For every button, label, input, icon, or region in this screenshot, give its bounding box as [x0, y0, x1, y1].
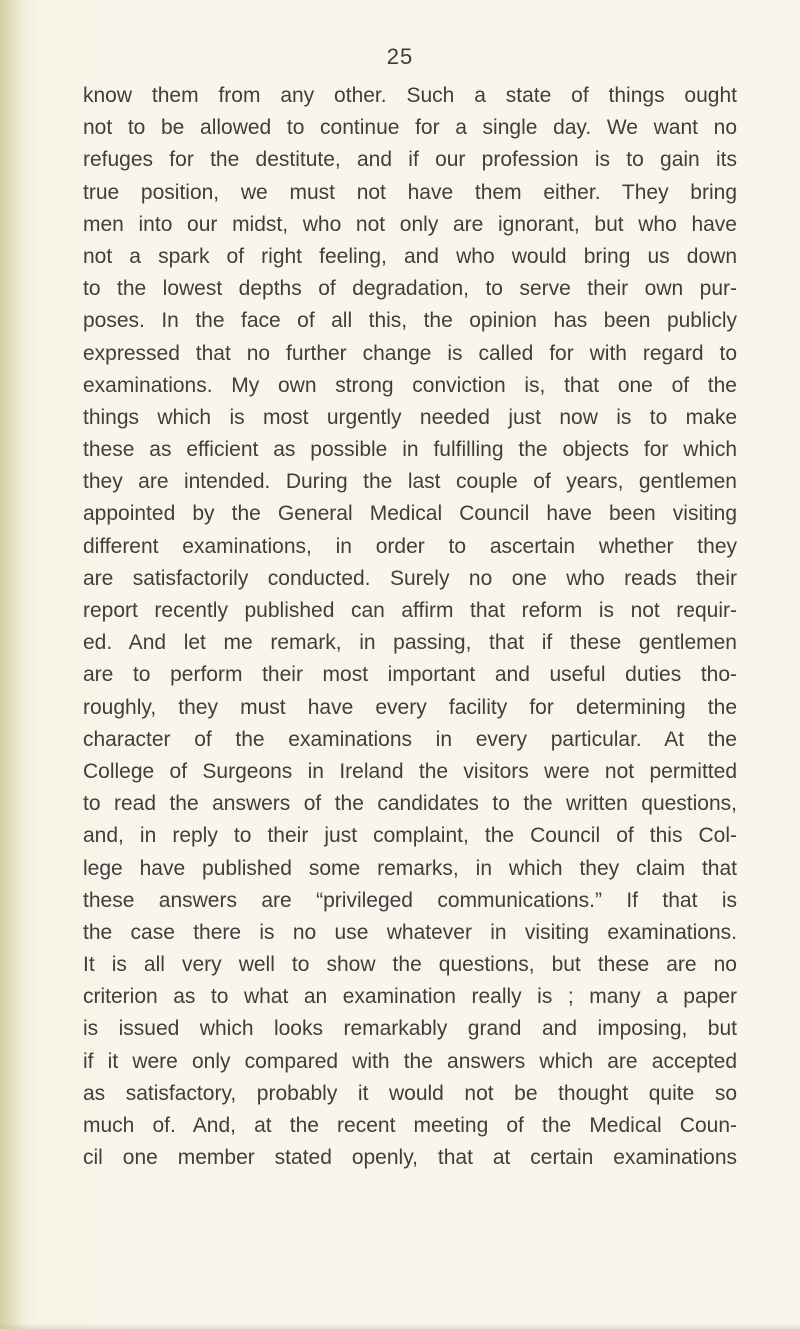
text-line: report recently published can affirm that reform is not requir- [83, 599, 737, 622]
text-line: are to perform their most important and useful duties tho- [83, 663, 737, 687]
text-line: refuges for the destitute, and if our profession is to gain its [83, 148, 737, 172]
text-line: criterion as to what an examination really is ; many a paper [83, 985, 737, 1009]
text-line: lege have published some remarks, in which they claim that [83, 856, 737, 880]
text-line: different examinations, in order to ascertain whether they [83, 534, 737, 558]
text-line: to read the answers of the candidates to the written questions, [83, 792, 737, 816]
text-line: they are intended. During the last couple of years, gentlemen [83, 470, 737, 494]
text-line: things which is most urgently needed just now is to make [83, 405, 737, 429]
text-line: as satisfactory, probably it would not be thought quite so [83, 1081, 737, 1105]
text-line: cil one member stated openly, that at certain examinations [83, 1146, 737, 1170]
text-line: these as efficient as possible in fulfilling the objects for which [83, 438, 737, 462]
text-line: roughly, they must have every facility for determining the [83, 695, 737, 719]
text-line: examinations. My own strong conviction is, that one of the [83, 373, 737, 397]
page-number: 25 [386, 44, 414, 69]
text-line: to the lowest depths of degradation, to serve their own pur- [83, 277, 737, 301]
text-line: the case there is no use whatever in visiting examinations. [83, 920, 737, 944]
binding-gutter-shadow [0, 0, 26, 1329]
text-line: appointed by the General Medical Council have been visiting [83, 502, 737, 526]
text-line: these answers are “privileged communications.” If that is [83, 888, 737, 912]
body-text [83, 80, 737, 1174]
text-line: not a spark of right feeling, and who would bring us down [83, 244, 737, 268]
text-line: and, in reply to their just complaint, the Council of this Col- [83, 824, 737, 848]
text-line: expressed that no further change is called for with regard to [83, 341, 737, 365]
text-line: It is all very well to show the questions, but these are no [83, 953, 737, 977]
text-line: poses. In the face of all this, the opinion has been publicly [83, 309, 737, 333]
text-line: ed. And let me remark, in passing, that if these gentlemen [83, 631, 737, 655]
text-line: much of. And, at the recent meeting of the Medical Coun- [83, 1114, 737, 1137]
text-line: not to be allowed to continue for a single day. We want no [83, 116, 737, 140]
page-bottom-edge [0, 1323, 800, 1329]
text-line: is issued which looks remarkably grand and imposing, but [83, 1017, 737, 1041]
text-line: character of the examinations in every particular. At the [83, 727, 737, 751]
text-line: College of Surgeons in Ireland the visitors were not permitted [83, 759, 737, 783]
text-line: if it were only compared with the answers which are accepted [83, 1049, 737, 1073]
text-line: true position, we must not have them either. They bring [83, 180, 737, 204]
text-line: know them from any other. Such a state of things ought [83, 84, 737, 107]
text-line: are satisfactorily conducted. Surely no one who reads their [83, 566, 737, 590]
text-line: men into our midst, who not only are ignorant, but who have [83, 212, 737, 236]
